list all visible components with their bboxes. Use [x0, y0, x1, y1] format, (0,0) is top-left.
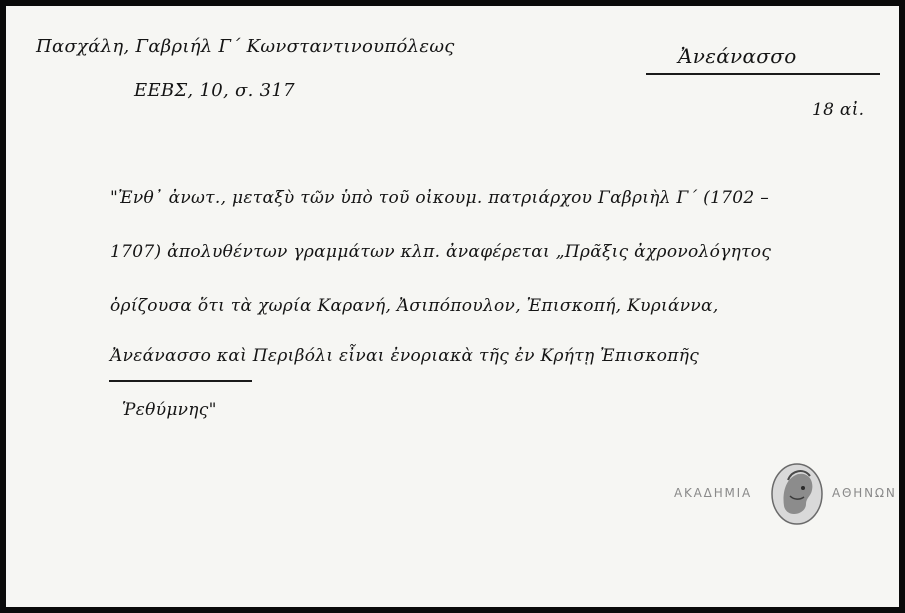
- author-heading: Πασχάλη, Γαβριήλ Γ΄ Κωνσταντινουπόλεως: [36, 36, 455, 57]
- body-line-5: Ῥεθύμνης": [122, 400, 217, 420]
- watermark-left-text: ΑΚΑΔΗΜΙΑ: [674, 486, 753, 500]
- headword-in-text-underline: [109, 380, 252, 382]
- watermark-right-text: ΑΘΗΝΩΝ: [832, 486, 897, 500]
- headword-underline: [646, 73, 880, 75]
- headword: Ἀνεάνασσο: [678, 44, 797, 68]
- century-note: 18 αἰ.: [812, 100, 865, 120]
- body-line-1: "Ἐνθ᾽ ἀνωτ., μεταξὺ τῶν ὑπὸ τοῦ οἰκουμ. πατριάρχου Γαβριὴλ Γ΄ (1702 –: [110, 188, 770, 208]
- body-line-4: Ἀνεάνασσο καὶ Περιβόλι εἶναι ἐνοριακὰ τῆς ἐν Κρήτῃ Ἐπισκοπῆς: [110, 346, 700, 366]
- academy-seal-athena-head-icon: [770, 462, 824, 526]
- archive-index-card: [6, 6, 899, 607]
- body-line-3: ὁρίζουσα ὅτι τὰ χωρία Καρανή, Ἀσιπόπουλον, Ἐπισκοπή, Κυριάννα,: [110, 296, 719, 316]
- body-line-2: 1707) ἀπολυθέντων γραμμάτων κλπ. ἀναφέρεται „Πρᾶξις ἀχρονολόγητος: [110, 242, 772, 262]
- source-reference: ΕΕΒΣ, 10, σ. 317: [134, 80, 295, 101]
